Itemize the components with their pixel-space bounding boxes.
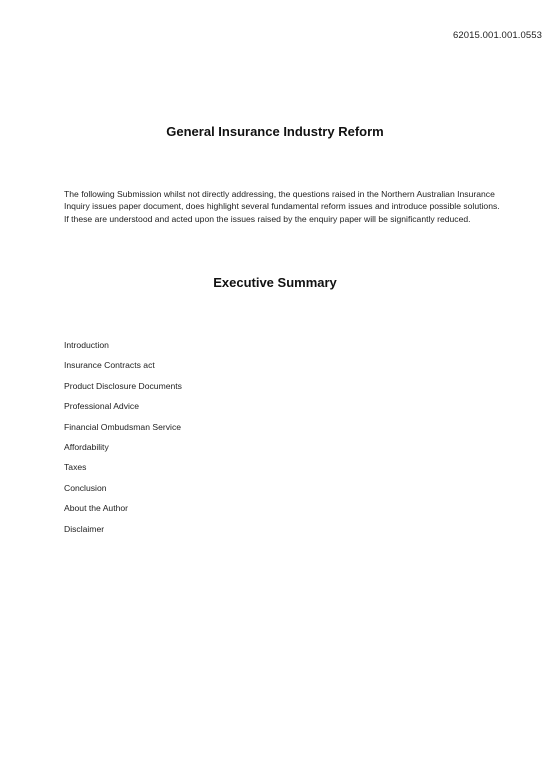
document-title: General Insurance Industry Reform bbox=[166, 124, 384, 139]
toc-item-product-disclosure-documents: Product Disclosure Documents bbox=[64, 380, 182, 391]
document-id: 62015.001.001.0553 bbox=[453, 30, 542, 41]
executive-summary-heading: Executive Summary bbox=[213, 275, 337, 290]
toc-item-professional-advice: Professional Advice bbox=[64, 401, 139, 412]
toc-item-financial-ombudsman-service: Financial Ombudsman Service bbox=[64, 421, 182, 432]
toc-item-disclaimer: Disclaimer bbox=[64, 523, 105, 534]
toc-item-about-the-author: About the Author bbox=[64, 503, 129, 514]
toc-item-conclusion: Conclusion bbox=[64, 482, 107, 493]
toc-item-introduction: Introduction bbox=[64, 340, 109, 350]
intro-paragraph: The following Submission whilst not directly addressing, the questions raised in the Northern Australian Insurance Inquiry issues paper document, does highlight several fundamental reform issues and introduce possible solutions. If these are understood and acted upon the issues raised by the enquiry paper will be significantly reduced. bbox=[64, 189, 500, 224]
toc-item-affordability: Affordability bbox=[64, 441, 109, 452]
toc-item-taxes: Taxes bbox=[64, 462, 87, 473]
summary-contents-list bbox=[64, 339, 182, 543]
toc-item-insurance-contracts-act: Insurance Contracts act bbox=[64, 360, 155, 371]
